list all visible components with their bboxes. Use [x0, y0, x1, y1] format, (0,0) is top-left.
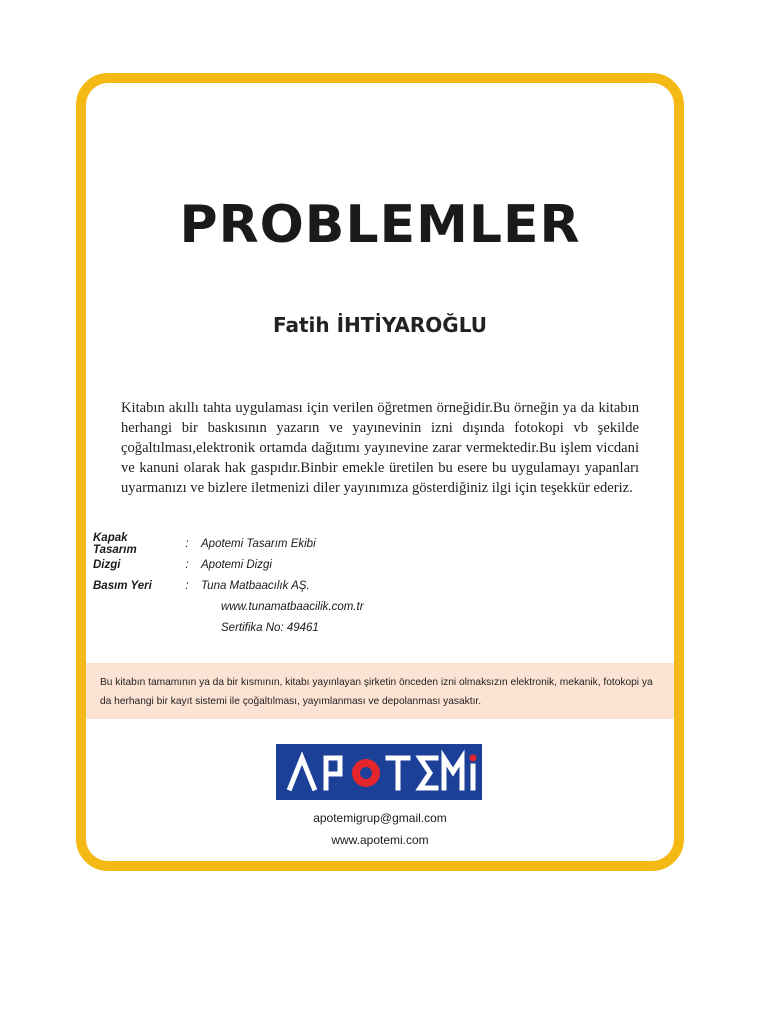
printer-website: www.tunamatbaacilik.com.tr: [221, 600, 364, 613]
apotemi-logo: [276, 744, 482, 800]
printer-website-row: [93, 596, 653, 617]
credit-value: Apotemi Dizgi: [201, 558, 272, 571]
book-title: PROBLEMLER: [179, 195, 581, 255]
credit-label: Dizgi: [93, 558, 121, 571]
credit-colon: :: [185, 537, 189, 550]
credit-row-printing: [93, 575, 653, 596]
certificate-row: [93, 617, 653, 638]
credit-label: Kapak Tasarım: [93, 531, 137, 556]
author-name: Fatih İHTİYAROĞLU: [272, 313, 487, 337]
credit-colon: :: [185, 579, 189, 592]
credit-value: Tuna Matbaacılık AŞ.: [201, 579, 310, 592]
contact-email[interactable]: apotemigrup@gmail.com: [313, 811, 447, 825]
credit-colon: :: [185, 558, 189, 571]
copyright-notice: Bu kitabın tamamının ya da bir kısmının, kitabı yayınlayan şirketin önceden izni olmaksızın elektronik, mekanik, fotokopi ya da herhangi bir kayıt sistemi ile çoğaltılması, yayımlanması ve depolanması yasaktır.: [86, 663, 674, 719]
certificate-number: Sertifika No: 49461: [221, 621, 319, 634]
cover-frame: [76, 73, 684, 871]
credit-row-typesetting: [93, 554, 653, 575]
apotemi-logo-icon: [276, 744, 482, 800]
credits-block: [93, 533, 653, 638]
credit-label: Basım Yeri: [93, 579, 152, 592]
credit-row-cover-design: [93, 533, 653, 554]
credit-value: Apotemi Tasarım Ekibi: [201, 537, 316, 550]
contact-website[interactable]: www.apotemi.com: [331, 833, 429, 847]
usage-notice: Kitabın akıllı tahta uygulaması için verilen öğretmen örneğidir.Bu örneğin ya da kitabın herhangi bir baskısının yazarın ve yayınevinin izni dışında fotokopi vb şekilde çoğaltılması,elektronik ortamda dağıtımı yayınevine zarar vermektedir.Bu işlem vicdani ve kanuni olarak hak gaspıdır.Binbir emekle üretilen bu esere bu uygulamayı yapanları uyarmanızı ve bizlere iletmenizi diler yayınımıza gösterdiğiniz ilgi için teşekkür ederiz.: [121, 400, 639, 496]
